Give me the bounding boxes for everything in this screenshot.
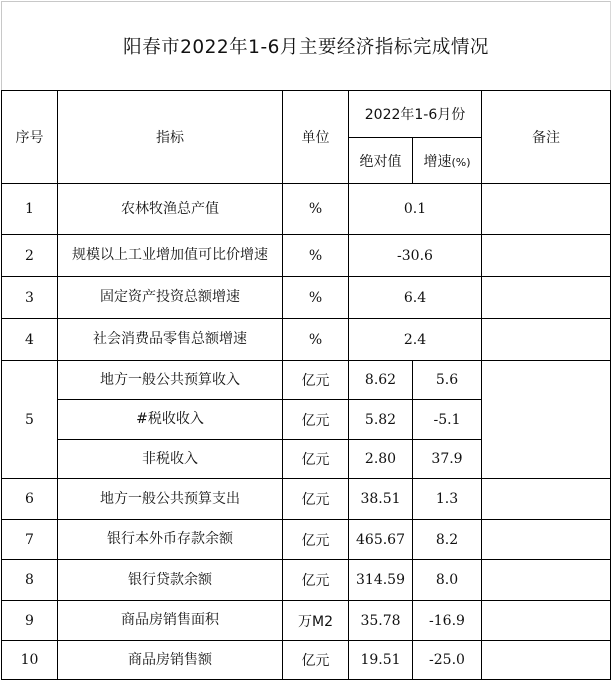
cell-unit[interactable]: 亿元 bbox=[283, 440, 349, 479]
cell-unit[interactable]: 亿元 bbox=[283, 520, 349, 560]
cell-absolute[interactable]: 2.80 bbox=[349, 440, 413, 479]
cell-growth[interactable]: -16.9 bbox=[413, 601, 482, 641]
header-growth-unit: (%) bbox=[451, 155, 471, 169]
cell-indicator[interactable]: 固定资产投资总额增速 bbox=[58, 277, 283, 319]
cell-growth[interactable]: 37.9 bbox=[413, 440, 482, 479]
cell-indicator[interactable]: 商品房销售额 bbox=[58, 641, 283, 680]
cell-note[interactable] bbox=[482, 184, 611, 235]
table-row bbox=[2, 520, 611, 560]
header-indicator[interactable]: 指标 bbox=[58, 91, 283, 184]
cell-growth[interactable]: 1.3 bbox=[413, 479, 482, 520]
cell-unit[interactable]: 亿元 bbox=[283, 361, 349, 400]
cell-absolute[interactable]: 5.82 bbox=[349, 400, 413, 440]
cell-seq[interactable]: 9 bbox=[2, 601, 58, 641]
cell-seq[interactable]: 10 bbox=[2, 641, 58, 680]
cell-seq[interactable]: 4 bbox=[2, 319, 58, 361]
cell-note[interactable] bbox=[482, 601, 611, 641]
table-row bbox=[2, 361, 611, 400]
header-absolute[interactable]: 绝对值 bbox=[349, 138, 413, 184]
cell-growth[interactable]: 5.6 bbox=[413, 361, 482, 400]
cell-indicator[interactable]: 地方一般公共预算收入 bbox=[58, 361, 283, 400]
cell-unit[interactable]: % bbox=[283, 319, 349, 361]
cell-indicator[interactable]: 银行本外币存款余额 bbox=[58, 520, 283, 560]
cell-note[interactable] bbox=[482, 319, 611, 361]
cell-absolute[interactable]: 19.51 bbox=[349, 641, 413, 680]
cell-unit[interactable]: 万M2 bbox=[283, 601, 349, 641]
header-growth-label: 增速 bbox=[423, 153, 452, 170]
header-note[interactable]: 备注 bbox=[482, 91, 611, 184]
cell-note[interactable] bbox=[482, 520, 611, 560]
cell-growth[interactable]: -5.1 bbox=[413, 400, 482, 440]
cell-note[interactable] bbox=[482, 560, 611, 601]
cell-indicator[interactable]: 银行贷款余额 bbox=[58, 560, 283, 601]
cell-unit[interactable]: 亿元 bbox=[283, 641, 349, 680]
cell-absolute[interactable]: 35.78 bbox=[349, 601, 413, 641]
table-row bbox=[2, 319, 611, 361]
cell-seq[interactable]: 5 bbox=[2, 361, 58, 479]
cell-seq[interactable]: 8 bbox=[2, 560, 58, 601]
header-row-1 bbox=[2, 91, 611, 138]
cell-value[interactable]: 0.1 bbox=[349, 184, 482, 235]
cell-absolute[interactable]: 8.62 bbox=[349, 361, 413, 400]
cell-seq[interactable]: 3 bbox=[2, 277, 58, 319]
cell-note[interactable] bbox=[482, 235, 611, 277]
cell-growth[interactable]: -25.0 bbox=[413, 641, 482, 680]
table-row bbox=[2, 184, 611, 235]
header-growth[interactable] bbox=[413, 138, 482, 184]
header-unit[interactable]: 单位 bbox=[283, 91, 349, 184]
cell-value[interactable]: -30.6 bbox=[349, 235, 482, 277]
cell-indicator[interactable]: 非税收入 bbox=[58, 440, 283, 479]
cell-note[interactable] bbox=[482, 361, 611, 479]
header-seq[interactable]: 序号 bbox=[2, 91, 58, 184]
cell-seq[interactable]: 2 bbox=[2, 235, 58, 277]
table-row bbox=[2, 235, 611, 277]
indicator-table bbox=[1, 90, 611, 680]
cell-indicator[interactable]: 商品房销售面积 bbox=[58, 601, 283, 641]
cell-note[interactable] bbox=[482, 479, 611, 520]
cell-indicator[interactable]: #税收收入 bbox=[58, 400, 283, 440]
cell-unit[interactable]: % bbox=[283, 235, 349, 277]
cell-seq[interactable]: 7 bbox=[2, 520, 58, 560]
cell-value[interactable]: 6.4 bbox=[349, 277, 482, 319]
table-row bbox=[2, 277, 611, 319]
cell-unit[interactable]: % bbox=[283, 184, 349, 235]
cell-seq[interactable]: 1 bbox=[2, 184, 58, 235]
cell-value[interactable]: 2.4 bbox=[349, 319, 482, 361]
table-row bbox=[2, 601, 611, 641]
cell-growth[interactable]: 8.0 bbox=[413, 560, 482, 601]
cell-note[interactable] bbox=[482, 641, 611, 680]
cell-unit[interactable]: 亿元 bbox=[283, 479, 349, 520]
cell-absolute[interactable]: 465.67 bbox=[349, 520, 413, 560]
cell-indicator[interactable]: 地方一般公共预算支出 bbox=[58, 479, 283, 520]
cell-indicator[interactable]: 农林牧渔总产值 bbox=[58, 184, 283, 235]
cell-unit[interactable]: 亿元 bbox=[283, 560, 349, 601]
cell-absolute[interactable]: 314.59 bbox=[349, 560, 413, 601]
table-title[interactable]: 阳春市2022年1-6月主要经济指标完成情况 bbox=[1, 1, 611, 91]
cell-indicator[interactable]: 社会消费品零售总额增速 bbox=[58, 319, 283, 361]
cell-indicator[interactable]: 规模以上工业增加值可比价增速 bbox=[58, 235, 283, 277]
header-period[interactable]: 2022年1-6月份 bbox=[349, 91, 482, 138]
table-row bbox=[2, 479, 611, 520]
cell-growth[interactable]: 8.2 bbox=[413, 520, 482, 560]
cell-unit[interactable]: 亿元 bbox=[283, 400, 349, 440]
cell-note[interactable] bbox=[482, 277, 611, 319]
cell-seq[interactable]: 6 bbox=[2, 479, 58, 520]
table-row bbox=[2, 641, 611, 680]
cell-unit[interactable]: % bbox=[283, 277, 349, 319]
table-row bbox=[2, 560, 611, 601]
cell-absolute[interactable]: 38.51 bbox=[349, 479, 413, 520]
